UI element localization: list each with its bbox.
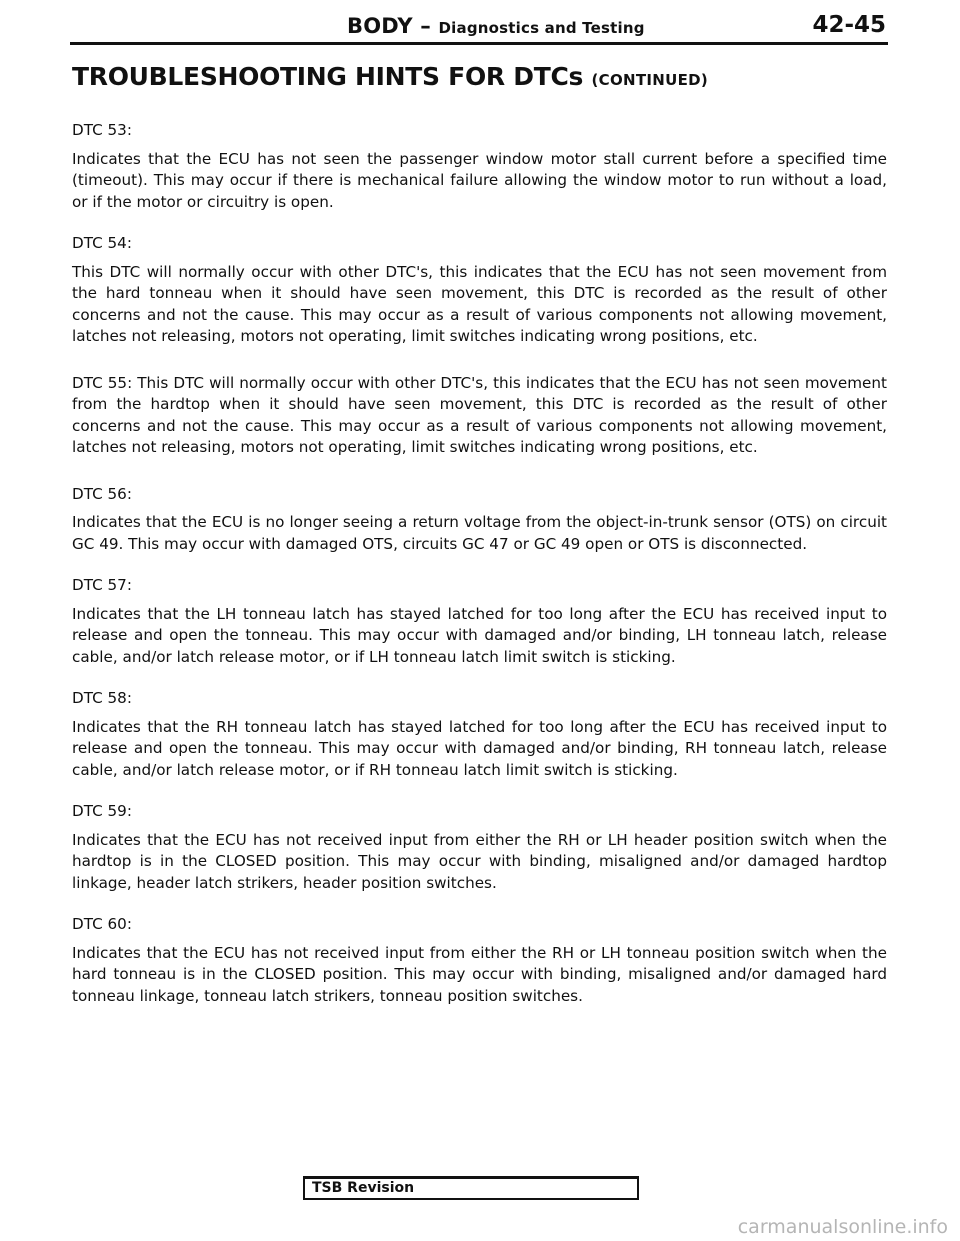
page-title <box>72 62 708 91</box>
subsection-name: Diagnostics and Testing <box>438 19 645 37</box>
dtc-code: DTC 56: <box>72 484 132 503</box>
dtc-code: DTC 60: <box>72 915 132 933</box>
dtc-entry-55 <box>72 373 887 459</box>
dtc-code: DTC 59: <box>72 802 132 820</box>
dtc-description: Indicates that the ECU has not seen the passenger window motor stall current before a specified time (timeout). This may occur if there is mechanical failure allowing the window motor to run without a load, or if the motor or circuitry is open. <box>72 149 887 211</box>
tsb-revision-box <box>303 1176 639 1200</box>
dtc-code: DTC 57: <box>72 576 132 594</box>
dtc-description: This DTC will normally occur with other DTC's, this indicates that the ECU has not seen movement from the hard tonneau when it should have seen movement, this DTC is recorded as the result of other concerns and not the cause. This may occur as a result of various components not allowing movement, latches not releasing, motors not operating, limit switches indicating wrong positions, etc. <box>72 262 887 345</box>
dtc-description: DTC 55: This DTC will normally occur with other DTC's, this indicates that the ECU has not seen movement from the hardtop when it should have seen movement, this DTC is recorded as the result of other concerns and not the cause. This may occur as a result of various components not allowing movement, latches not releasing, motors not operating, limit switches indicating wrong positions, etc. <box>72 373 887 456</box>
dtc-description: Indicates that the RH tonneau latch has stayed latched for too long after the ECU has received input to release and open the tonneau. This may occur with damaged and/or binding, RH tonneau latch, release cable, and/or latch release motor, or if RH tonneau latch limit switch is sticking. <box>72 717 887 779</box>
tsb-revision-label: TSB Revision <box>312 1180 415 1196</box>
dtc-entry-54 <box>72 233 887 348</box>
dtc-code: DTC 54: <box>72 234 132 252</box>
dtc-description: Indicates that the ECU has not received input from either the RH or LH header position switch when the hardtop is in the CLOSED position. This may occur with binding, misaligned and/or damaged hardtop linkage, header latch strikers, header position switches. <box>72 830 887 892</box>
dtc-entry-57 <box>72 575 887 668</box>
dtc-entry-60 <box>72 914 887 1007</box>
dtc-entry-56 <box>72 484 887 556</box>
watermark: carmanualsonline.info <box>737 1216 948 1238</box>
dtc-code: DTC 58: <box>72 689 132 707</box>
dtc-code: DTC 53: <box>72 121 132 139</box>
dtc-entry-58 <box>72 688 887 781</box>
dtc-entry-59 <box>72 801 887 894</box>
dtc-list <box>72 120 887 1027</box>
section-title <box>347 14 645 38</box>
title-main: TROUBLESHOOTING HINTS FOR DTCs <box>72 62 592 91</box>
page-header <box>70 12 888 45</box>
dtc-entry-53 <box>72 120 887 213</box>
page-number: 42-45 <box>812 12 886 38</box>
dtc-description: Indicates that the LH tonneau latch has stayed latched for too long after the ECU has received input to release and open the tonneau. This may occur with damaged and/or binding, LH tonneau latch, release cable, and/or latch release motor, or if LH tonneau latch limit switch is sticking. <box>72 604 887 666</box>
dtc-description: Indicates that the ECU has not received input from either the RH or LH tonneau position switch when the hard tonneau is in the CLOSED position. This may occur with binding, misaligned and/or damaged hard tonneau linkage, tonneau latch strikers, tonneau position switches. <box>72 943 887 1005</box>
dtc-description: Indicates that the ECU is no longer seeing a return voltage from the object-in-trunk sensor (OTS) on circuit GC 49. This may occur with damaged OTS, circuits GC 47 or GC 49 open or OTS is disconnected. <box>72 513 887 553</box>
title-continued: (CONTINUED) <box>591 71 709 89</box>
section-name: BODY – <box>347 14 439 38</box>
